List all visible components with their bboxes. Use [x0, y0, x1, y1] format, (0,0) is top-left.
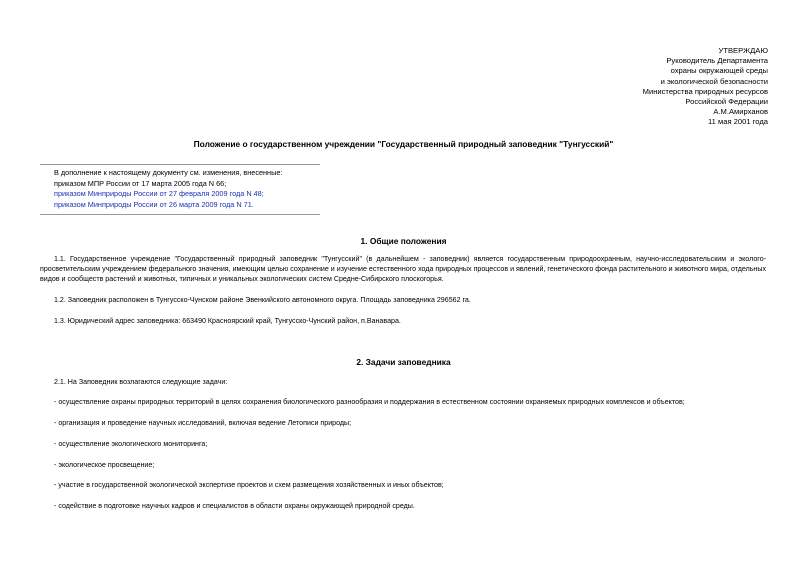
- changes-bottom-divider: [40, 214, 320, 215]
- task-item: - осуществление экологического мониторинга;: [54, 440, 208, 448]
- change-link[interactable]: приказом Минприроды России от 27 февраля 2009 года N 48;: [54, 189, 264, 199]
- task-item: - участие в государственной экологической экспертизе проектов и схем размещения хозяйственных и иных объектов;: [54, 481, 444, 489]
- approval-line: УТВЕРЖДАЮ: [718, 46, 768, 55]
- task-item: - осуществление охраны природных территорий в целях сохранения биологического разнообразия и поддержания в естественном состоянии охраняемых природных комплексов и объектов;: [54, 398, 685, 406]
- paragraph-1-1: 1.1. Государственное учреждение "Государственный природный заповедник "Тунгусский" (в дальнейшем - заповедник) является государственным природоохранным, научно-исследовательским и эколого-просветительским учреждением федерального значения, имеющим целью сохранение и изучение естественного хода природных процессов и явлений, генетического фонда растительного и животного мира, отдельных видов и сообществ растений и животных, типичных и уникальных экологических систем Средне-Сибирского плоскогорья.: [40, 255, 766, 283]
- approval-line: охраны окружающей среды: [670, 66, 768, 76]
- approval-line: Министерства природных ресурсов: [642, 86, 768, 96]
- change-item: приказом МПР России от 17 марта 2005 года N 66;: [54, 178, 227, 188]
- section-2-title: 2. Задачи заповедника: [356, 357, 451, 367]
- task-item: - экологическое просвещение;: [54, 461, 155, 469]
- task-item: - организация и проведение научных исследований, включая ведение Летописи природы;: [54, 419, 352, 427]
- approval-line: А.М.Амирханов: [713, 107, 768, 117]
- approval-line: Руководитель Департамента: [666, 56, 768, 66]
- section-1-title: 1. Общие положения: [360, 236, 447, 246]
- approval-block: [643, 46, 768, 128]
- changes-note: [54, 168, 282, 210]
- approval-line: 11 мая 2001 года: [708, 117, 768, 127]
- task-item: - содействие в подготовке научных кадров и специалистов в области охраны окружающей природной среды.: [54, 502, 415, 510]
- changes-intro: В дополнение к настоящему документу см. изменения, внесенные:: [54, 168, 283, 177]
- document-title: Положение о государственном учреждении "Государственный природный заповедник "Тунгусский": [193, 139, 614, 149]
- paragraph-1-3: 1.3. Юридический адрес заповедника: 663490 Красноярский край, Тунгусско-Чунский район, п.Ванавара.: [54, 317, 401, 325]
- paragraph-2-1: 2.1. На Заповедник возлагаются следующие задачи:: [54, 378, 228, 386]
- paragraph-1-2: 1.2. Заповедник расположен в Тунгусско-Чунском районе Эвенкийского автономного округа. Площадь заповедника 296562 га.: [54, 296, 471, 304]
- change-link[interactable]: приказом Минприроды России от 26 марта 2009 года N 71.: [54, 199, 254, 209]
- approval-line: и экологической безопасности: [660, 76, 768, 86]
- changes-top-divider: [40, 164, 320, 165]
- approval-line: Российской Федерации: [685, 97, 768, 107]
